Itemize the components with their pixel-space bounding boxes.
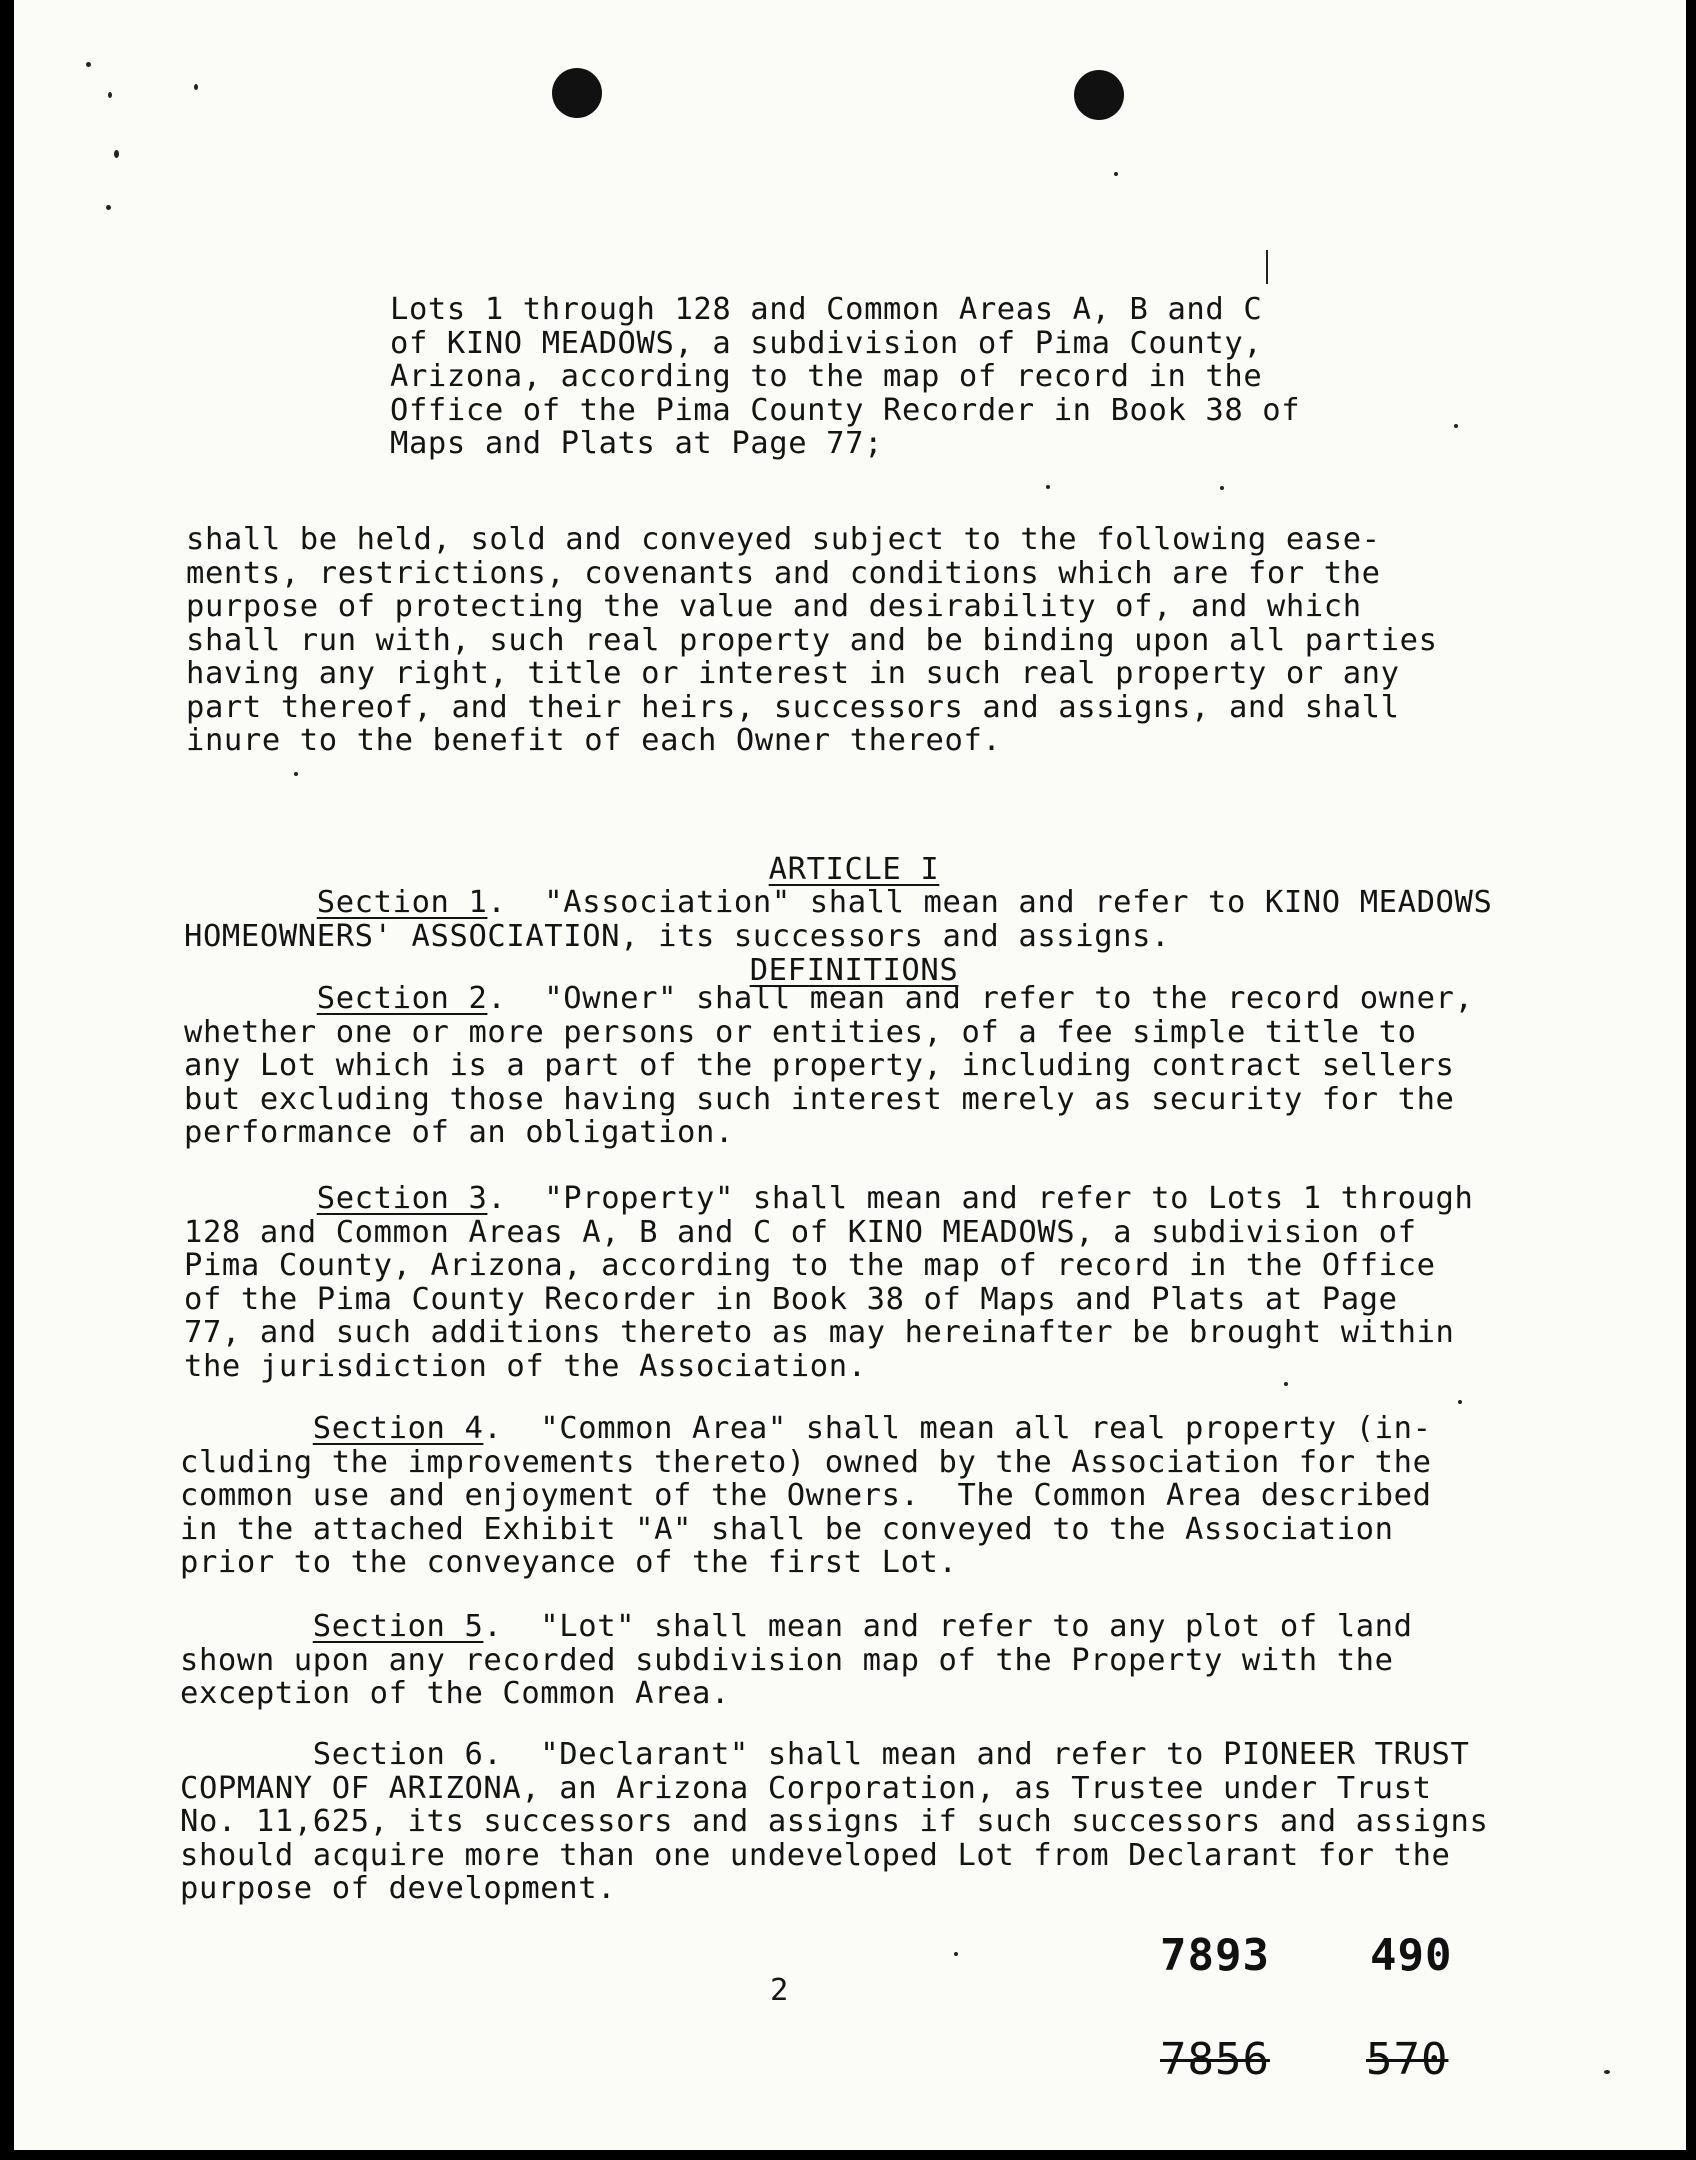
scan-speck xyxy=(954,1952,958,1956)
scan-speck xyxy=(114,150,119,158)
section-4-label: Section 4 xyxy=(312,1411,484,1446)
declaration-paragraph: shall be held, sold and conveyed subject to the following ease- ments, restrictions, covenants and conditions which are for the purpose of protecting the value and desirability of, and which shall run with, such real property and be binding upon all parties having any right, title or interest in such real property or any part thereof, and their heirs, successors and assigns, and shall inure to the benefit of each Owner thereof. xyxy=(186,522,1438,758)
scan-speck xyxy=(1454,424,1458,428)
section-5-text: . "Lot" shall mean and refer to any plot of land shown upon any recorded subdivision map of the Property with the exception of the Common Area. xyxy=(180,1609,1413,1711)
section-2-text: . "Owner" shall mean and refer to the record owner, whether one or more persons or entities, of a fee simple title to any Lot which is a part of the property, including contract sellers but excluding those having such interest merely as security for the performance of an obligation. xyxy=(184,981,1474,1150)
section-6 xyxy=(180,1738,1488,1906)
page-number: 2 xyxy=(770,1973,789,2008)
punch-hole-left xyxy=(552,68,602,118)
section-2-label: Section 2 xyxy=(316,981,488,1016)
section-5 xyxy=(180,1610,1413,1711)
lot-description: Lots 1 through 128 and Common Areas A, B and C of KINO MEADOWS, a subdivision of Pima County, Arizona, according to the map of record in the Office of the Pima County Recorder in Book 38 of Maps and Plats at Page 77; xyxy=(390,292,1301,461)
scan-mark xyxy=(1266,250,1268,284)
void-page: 570 xyxy=(1366,2034,1449,2085)
scan-speck xyxy=(1046,485,1050,489)
section-3-label: Section 3 xyxy=(316,1181,488,1216)
scan-speck xyxy=(1114,172,1118,176)
article-title: DEFINITIONS xyxy=(749,952,959,988)
recording-docket: 7893 xyxy=(1160,1930,1270,1981)
article-number: ARTICLE I xyxy=(768,852,940,887)
scan-speck xyxy=(294,772,298,776)
punch-hole-right xyxy=(1074,70,1124,120)
scan-speck xyxy=(194,84,198,90)
section-1 xyxy=(184,886,1492,953)
scan-speck xyxy=(86,62,91,67)
section-4-text: . "Common Area" shall mean all real property (in- cluding the improvements thereto) owned by the Association for the common use and enjoyment of the Owners. The Common Area described in the attached Exhibit "A" shall be conveyed to the Association prior to the conveyance of the first Lot. xyxy=(180,1411,1432,1580)
scan-speck xyxy=(108,92,112,98)
section-3-text: . "Property" shall mean and refer to Lots 1 through 128 and Common Areas A, B and C of KINO MEADOWS, a subdivision of Pima County, Arizona, according to the map of record in the Office of the Pima County Recorder in Book 38 of Maps and Plats at Page 77, and such additions thereto as may hereinafter be brought within the jurisdiction of the Association. xyxy=(184,1181,1474,1384)
section-1-text: . "Association" shall mean and refer to KINO MEADOWS HOMEOWNERS' ASSOCIATION, its successors and assigns. xyxy=(184,885,1493,954)
section-4 xyxy=(180,1412,1432,1580)
scan-speck xyxy=(1458,1400,1462,1404)
recording-page: 490 xyxy=(1370,1930,1453,1981)
scan-speck xyxy=(106,205,111,210)
section-2 xyxy=(184,982,1473,1150)
section-6-text: . "Declarant" shall mean and refer to PIONEER TRUST COPMANY OF ARIZONA, an Arizona Corporation, as Trustee under Trust No. 11,625, its successors and assigns if such successors and assigns should acquire more than one undeveloped Lot from Declarant for the purpose of development. xyxy=(180,1737,1489,1906)
section-5-label: Section 5 xyxy=(312,1609,484,1644)
document-page xyxy=(14,0,1686,2150)
void-docket: 7856 xyxy=(1160,2034,1270,2085)
section-1-label: Section 1 xyxy=(316,885,488,920)
scan-speck xyxy=(1220,486,1224,490)
section-6-label: Section 6 xyxy=(312,1737,484,1772)
scan-speck xyxy=(1604,2070,1610,2074)
section-3 xyxy=(184,1182,1473,1383)
